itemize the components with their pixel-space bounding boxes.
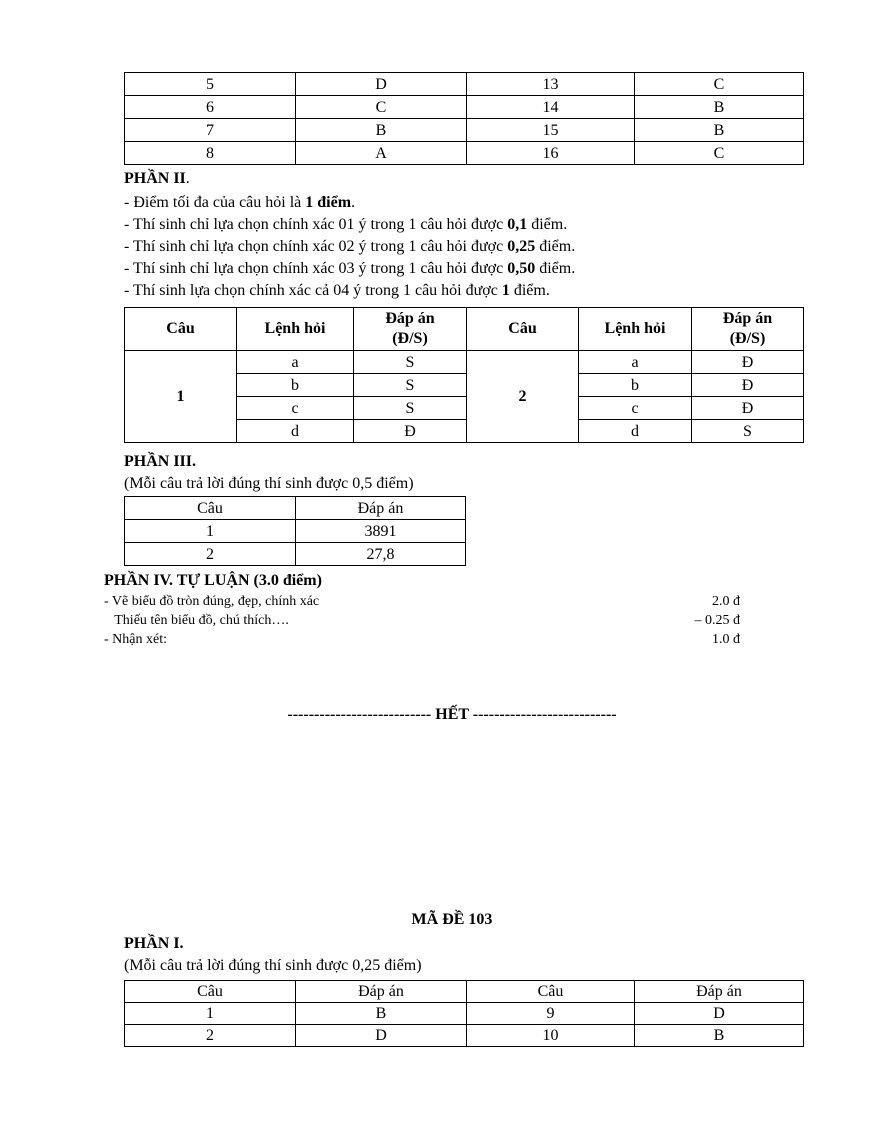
essay-criterion <box>104 611 740 630</box>
criterion-label: - Vẽ biểu đồ tròn đúng, đẹp, chính xác <box>104 594 320 609</box>
table-cell: S <box>354 374 467 397</box>
rule-suffix: điểm. <box>509 282 550 299</box>
table-cell: 10 <box>467 1025 635 1047</box>
table-row <box>125 1025 804 1047</box>
essay-criterion <box>104 630 740 649</box>
table-cell: D <box>296 73 467 96</box>
table-cell: S <box>354 351 467 374</box>
table-cell: b <box>579 374 692 397</box>
column-header: Đáp án (Đ/S) <box>354 308 467 351</box>
table-cell: d <box>579 420 692 443</box>
column-header: Lệnh hỏi <box>579 308 692 351</box>
table-cell: 15 <box>467 119 635 142</box>
end-marker: --------------------------- HẾT --------------------------- <box>287 706 617 723</box>
part3-note: (Mỗi câu trả lời đúng thí sinh được 0,5 điểm) <box>124 475 414 492</box>
column-header: Câu <box>125 497 296 520</box>
table-cell: a <box>237 351 354 374</box>
table-cell: b <box>237 374 354 397</box>
table-cell: 27,8 <box>296 543 466 566</box>
table-row <box>125 96 804 119</box>
table-cell: S <box>354 397 467 420</box>
table-cell: B <box>296 119 467 142</box>
table-cell: 9 <box>467 1003 635 1025</box>
table-cell: 6 <box>125 96 296 119</box>
table-cell: 2 <box>125 543 296 566</box>
column-header: Lệnh hỏi <box>237 308 354 351</box>
part2-rules <box>124 192 824 302</box>
part1-answer-table <box>124 72 804 165</box>
column-header: Câu <box>125 981 296 1003</box>
table-cell: C <box>296 96 467 119</box>
table-cell: B <box>296 1003 467 1025</box>
rule-score: 1 điểm <box>305 194 352 211</box>
table-cell: c <box>237 397 354 420</box>
rule-text: - Thí sinh chỉ lựa chọn chính xác 01 ý trong 1 câu hỏi được <box>124 216 508 233</box>
criterion-label: - Nhận xét: <box>104 632 167 647</box>
table-cell: D <box>635 1003 804 1025</box>
table-cell: Đ <box>692 397 804 420</box>
rule-text: - Điểm tối đa của câu hỏi là <box>124 194 306 211</box>
rule-score: 1 <box>501 282 510 299</box>
table-cell: B <box>635 96 804 119</box>
table-cell: 1 <box>125 520 296 543</box>
table-cell: Đ <box>692 351 804 374</box>
rule-suffix: điểm. <box>535 238 576 255</box>
part4-items <box>104 592 740 652</box>
column-header: Câu <box>125 308 237 351</box>
table-cell: 5 <box>125 73 296 96</box>
table-cell: Đ <box>692 374 804 397</box>
rule-text: - Thí sinh lựa chọn chính xác cả 04 ý trong 1 câu hỏi được <box>124 282 502 299</box>
table-cell: C <box>635 142 804 165</box>
table-cell: 7 <box>125 119 296 142</box>
rule-line <box>124 192 824 214</box>
header-row <box>125 981 804 1003</box>
criterion-score: 1.0 đ <box>712 632 740 647</box>
criterion-score: – 0.25 đ <box>694 613 740 628</box>
table-row <box>125 351 804 374</box>
criterion-score: 2.0 đ <box>712 594 740 609</box>
next-part1-heading: PHẦN I. <box>124 935 184 952</box>
column-header: Đáp án (Đ/S) <box>692 308 804 351</box>
column-header: Đáp án <box>296 497 466 520</box>
table-cell: S <box>692 420 804 443</box>
rule-line <box>124 258 824 280</box>
table-row <box>125 543 466 566</box>
table-row <box>125 1003 804 1025</box>
table-cell: c <box>579 397 692 420</box>
essay-criterion <box>104 592 740 611</box>
column-header: Câu <box>467 981 635 1003</box>
table-cell: 3891 <box>296 520 466 543</box>
part2-heading: PHẦN II. <box>124 170 190 187</box>
criterion-label: Thiếu tên biểu đồ, chú thích…. <box>104 613 289 628</box>
table-cell: 13 <box>467 73 635 96</box>
table-cell: D <box>296 1025 467 1047</box>
table-cell: 2 <box>125 1025 296 1047</box>
column-header: Câu <box>467 308 579 351</box>
rule-score: 0,25 <box>507 238 536 255</box>
rule-score: 0,1 <box>507 216 528 233</box>
rule-suffix: điểm. <box>535 260 576 277</box>
column-header: Đáp án <box>635 981 804 1003</box>
rule-line <box>124 280 824 302</box>
table-row <box>125 142 804 165</box>
table-cell: 1 <box>125 1003 296 1025</box>
table-row <box>125 119 804 142</box>
table-cell: 8 <box>125 142 296 165</box>
column-header: Đáp án <box>296 981 467 1003</box>
header-row <box>125 497 466 520</box>
table-cell: 16 <box>467 142 635 165</box>
part3-answer-table <box>124 496 466 566</box>
question-number: 2 <box>467 351 579 443</box>
table-cell: Đ <box>354 420 467 443</box>
table-cell: B <box>635 119 804 142</box>
table-cell: C <box>635 73 804 96</box>
next-part1-answer-table <box>124 980 804 1047</box>
rule-score: 0,50 <box>507 260 536 277</box>
rule-line <box>124 214 824 236</box>
part2-answer-table <box>124 307 804 443</box>
rule-text: - Thí sinh chỉ lựa chọn chính xác 02 ý trong 1 câu hỏi được <box>124 238 508 255</box>
table-cell: d <box>237 420 354 443</box>
part3-heading: PHẦN III. <box>124 453 197 470</box>
rule-line <box>124 236 824 258</box>
table-cell: A <box>296 142 467 165</box>
table-row <box>125 520 466 543</box>
table-row <box>125 73 804 96</box>
table-cell: B <box>635 1025 804 1047</box>
table-cell: a <box>579 351 692 374</box>
next-part1-note: (Mỗi câu trả lời đúng thí sinh được 0,25 điểm) <box>124 957 422 974</box>
exam-code-title: MÃ ĐỀ 103 <box>411 911 493 928</box>
rule-suffix: điểm. <box>527 216 568 233</box>
rule-suffix: . <box>351 194 356 211</box>
question-number: 1 <box>125 351 237 443</box>
table-cell: 14 <box>467 96 635 119</box>
rule-text: - Thí sinh chỉ lựa chọn chính xác 03 ý trong 1 câu hỏi được <box>124 260 508 277</box>
part4-heading: PHẦN IV. TỰ LUẬN (3.0 điểm) <box>104 572 322 589</box>
